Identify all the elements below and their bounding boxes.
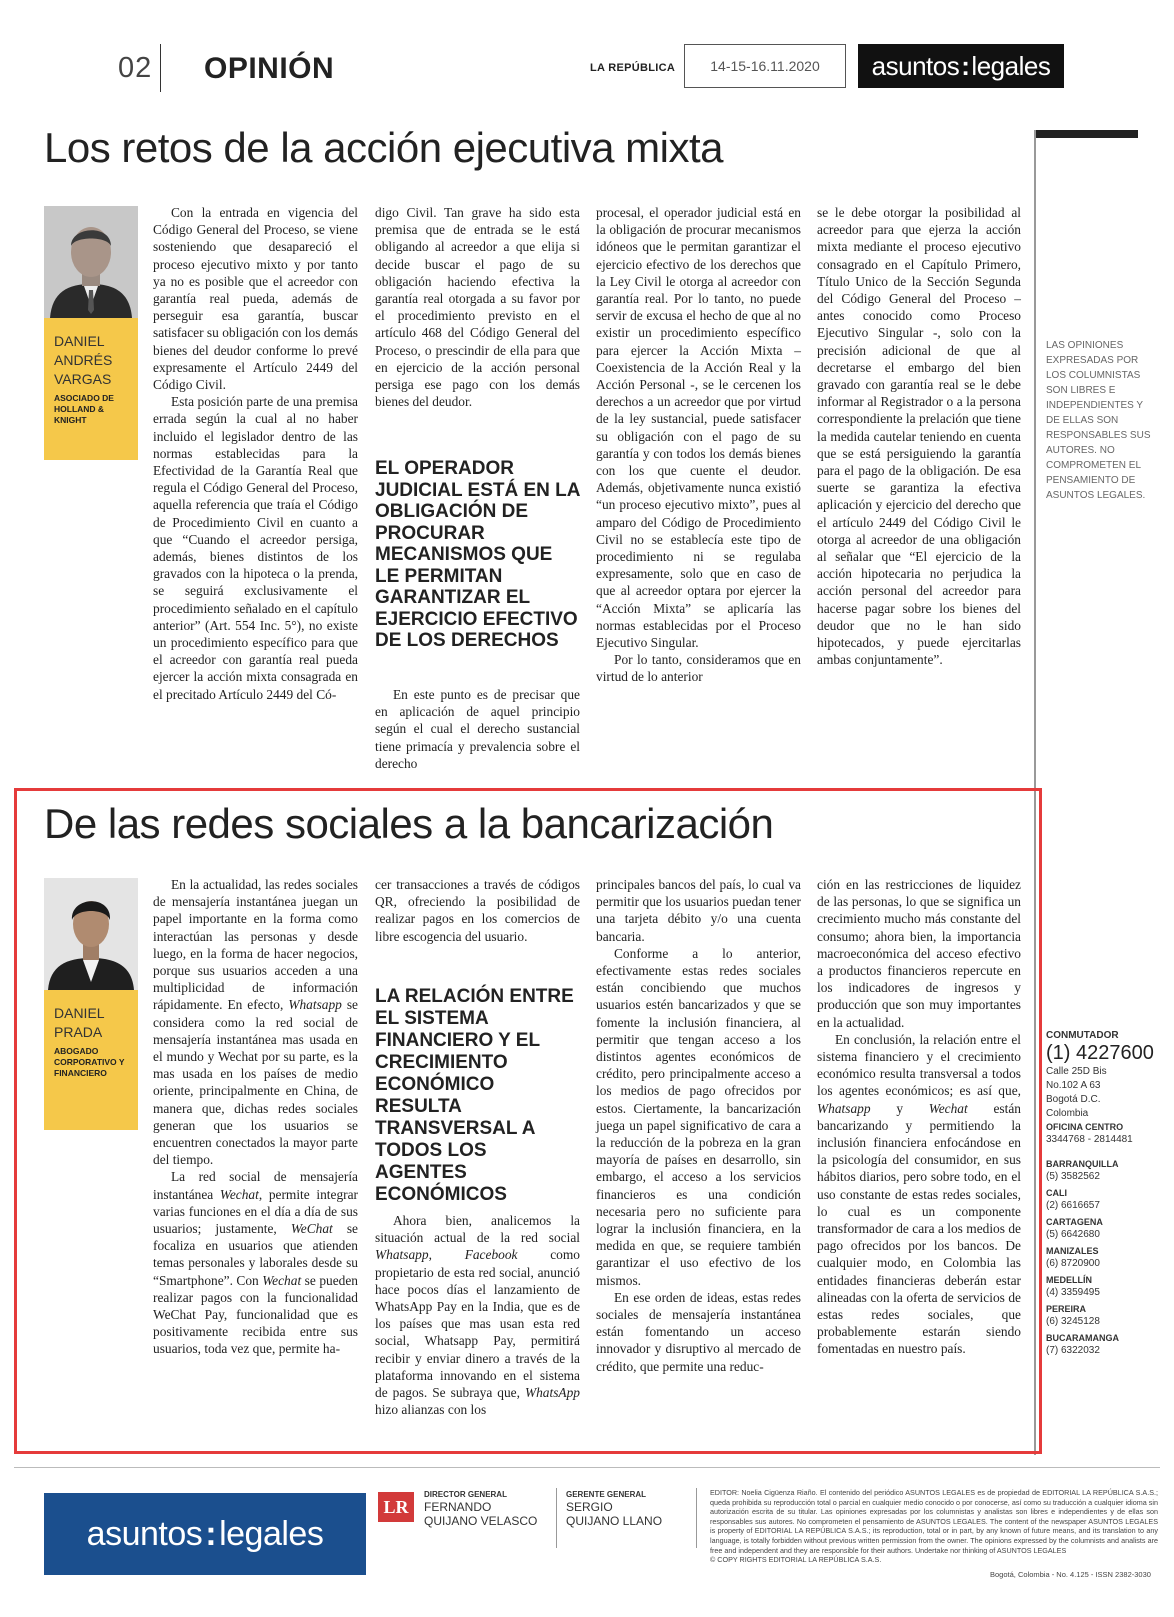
switchboard-label: CONMUTADOR (1046, 1030, 1119, 1041)
brand-word-left: asuntos (86, 1514, 203, 1553)
article2-paragraph: principales bancos del país, lo cual va permitir que los usuarios puedan tener una tarjeta débito y/o una cuenta bancaria. (596, 877, 801, 944)
author1-bio-card (44, 318, 138, 460)
text-run-italic: WhatsApp (524, 1385, 580, 1401)
article2-paragraph (153, 876, 358, 1168)
article2-column-2-bottom (375, 1212, 580, 1418)
article1-paragraph: Por lo tanto, consideramos que en virtud de lo anterior (596, 652, 801, 685)
article1-column-3 (596, 204, 801, 686)
text-run-italic: Wechat (928, 1100, 968, 1116)
director-credit (424, 1490, 564, 1528)
article1-column-1 (153, 204, 358, 703)
article2-paragraph: cer transacciones a través de códigos QR, ofreciendo la posibilidad de realizar pagos en los comercios de libre escogencia del usuario. (375, 877, 580, 944)
text-run: En conclusión, la relación entre el sistema financiero y el crecimiento económico resulta transversal a todos los agentes económicos; es así que, (817, 1031, 1021, 1099)
text-run: están bancarizando y permitiendo la inclusión financiera enfocándose en la psicología del consumidor, en sus hábitos diarios, pero sobre todo, en el uso constante de estas redes sociales, lo cual es un componente transformador de cara a los medios de pago ofrecidos por los bancos. De cualquier modo, en Colombia las entidades financieras deberán estar alineadas con la oferta de servicios de estas redes sociales, que probablemente estarán siendo fomentadas en nuestro país. (817, 1100, 1021, 1357)
text-run-italic: Whatsapp (288, 997, 342, 1013)
article2-pull-quote: LA RELACIÓN ENTRE EL SISTEMA FINANCIERO Y EL CRECIMIENTO ECONÓMICO RESULTA TRANSVERSAL A TODOS LOS AGENTES ECONÓMICOS (375, 986, 574, 1205)
lr-logo: LR (378, 1492, 414, 1522)
article2-headline: De las redes sociales a la bancarización (44, 800, 774, 847)
article2-paragraph: Conforme a lo anterior, efectivamente estas redes sociales están concibiendo que muchos usuarios estén bancarizados y que se fomente la inclusión financiera, al permitir que tengan acceso a los distintos agentes económicos de crédito, pero principalmente acceso a los medios de pago ofrecidos por estos. Ciertamente, la bancarización juega un papel significativo de cara a la reducción de la pobreza en la gran mayoría de países en desarrollo, sin embargo, el acceso a los servicios financieros es una condición necesaria pero no suficiente para lograr la inclusión financiera, en la medida en que, se requiere también garantizar el uso efectivo de los mismos. (596, 945, 801, 1288)
brand-word-left: asuntos (871, 50, 960, 81)
branch-phone: (2) 6616657 (1046, 1200, 1100, 1211)
address-country: Colombia (1046, 1108, 1089, 1119)
author1-photo (44, 206, 138, 318)
article1-column-2 (375, 204, 580, 410)
text-run: y (870, 1100, 929, 1116)
author2-role: ABOGADO CORPORATIVO Y FINANCIERO (54, 1046, 125, 1078)
contact-block (1046, 1030, 1171, 1358)
header-brand-logo (858, 44, 1064, 88)
article2-column-3 (596, 876, 801, 1375)
text-run-italic: Wechat (262, 1272, 302, 1288)
brand-word-right: legales (971, 50, 1051, 81)
article2-paragraph (153, 1168, 358, 1357)
brand-separator: : (961, 50, 970, 81)
branch-phone: (5) 3582562 (1046, 1171, 1100, 1182)
text-run: , (428, 1247, 465, 1263)
text-run: se pueden realizar pagos con la funcionalidad WeChat Pay, funcionalidad que es positivamente recibida entre sus usuarios, toda vez que, permite ha- (153, 1272, 358, 1357)
branch-phone: (5) 6642680 (1046, 1229, 1100, 1240)
branch-phone: (6) 3245128 (1046, 1316, 1100, 1327)
article2-column-2 (375, 876, 580, 945)
text-run-italic: Whatsapp (375, 1247, 429, 1263)
sidebar-top-rule (1034, 130, 1138, 138)
publisher-name: LA REPÚBLICA (590, 62, 676, 74)
brand-separator: : (205, 1514, 217, 1553)
article1-headline: Los retos de la acción ejecutiva mixta (44, 124, 724, 171)
author2-bio-card (44, 990, 138, 1130)
address-line: Calle 25D Bis (1046, 1066, 1107, 1077)
article2-column-1 (153, 876, 358, 1358)
branch-city: BUCARAMANGA (1046, 1333, 1119, 1343)
article1-paragraph: Esta posición parte de una premisa errada según la cual al no haber incluido el legislador dentro de las normas establecidas para la Efectividad de la Garantía Real que regula el Código General del Proceso, aquella referencia que traía el Código de Procedimiento Civil en cuanto a que “Cuando el acreedor persiga, además, bienes distintos de los gravados con la hipoteca o la prenda, se seguirá exclusivamente el procedimiento señalado en el capítulo anterior” (Art. 554 Inc. 5°), no existe un procedimiento específico para que el acreedor con garantía real pueda ejercer la acción mixta consagrada en el precitado Artículo 2449 del Có- (153, 394, 358, 702)
text-run: La red social de mensajería instantánea (153, 1169, 358, 1202)
text-run: hizo alianzas con los (375, 1402, 487, 1418)
text-run-italic: Wechat (219, 1186, 259, 1202)
branch-city: MANIZALES (1046, 1246, 1099, 1256)
article2-paragraph (375, 1212, 580, 1418)
office-phones: 3344768 - 2814481 (1046, 1134, 1133, 1145)
director-title: DIRECTOR GENERAL (424, 1490, 507, 1499)
director-name: FERNANDO (424, 1500, 492, 1514)
article1-paragraph: procesal, el operador judicial está en la obligación de procurar mecanismos idóneos que le permitan garantizar el ejercicio efectivo de los derechos que la Ley Civil le otorga al acreedor con garantía real. Por lo tanto, no puede servir de excusa el hecho de que al no existir un procedimiento específico para ejercer la Acción Mixta – Coexistencia de la Acción Real y la Acción Personal -, se le cercenen los derechos a un acreedor que por virtud de la ley sustancial, puede satisfacer su obligación con el pago de su garantía y con todos los demás bienes con los que cuente el deudor. Además, objetivamente nunca existió “un proceso ejecutivo mixto”, pues al amparo del Código de Procedimiento Civil no se establecía este tipo de procedimiento ni se regulaba expresamente, solo que en caso de que al acreedor optara por ejercer la “Acción Mixta” se aplicaría las normas establecidas por el Proceso Ejecutivo Singular. (596, 205, 801, 651)
text-run-italic: Whatsapp (817, 1100, 871, 1116)
copyright-text: © COPY RIGHTS EDITORIAL LA REPÚBLICA S.A.S. (710, 1555, 882, 1565)
author1-name: DANIEL ANDRÉS VARGAS (54, 333, 113, 387)
address-line: No.102 A 63 (1046, 1080, 1101, 1091)
branch-phone: (6) 8720900 (1046, 1258, 1100, 1269)
branch-city: BARRANQUILLA (1046, 1159, 1119, 1169)
text-run: se considera como la red social de mensajería instantánea mas usada en el mundo y Wechat por su parte, es la mas usada en los países de medio oriente, principalmente en China, de manera que, dichas redes sociales generan que los usuarios se encuentren conectados la mayor parte del tiempo. (153, 997, 358, 1168)
article1-column-4 (817, 204, 1021, 668)
section-title: OPINIÓN (204, 52, 335, 85)
text-run: se focaliza en usuarios que atienden temas personales y laborales desde su “Smartphone”. Con (153, 1221, 358, 1288)
footer-divider (696, 1488, 697, 1548)
issue-date: 14-15-16.11.2020 (684, 44, 846, 88)
text-run: como propietario de esta red social, anunció hace pocos días el lanzamiento de WhatsApp Pay en la India, que es de los países que mas usan esta red social, Whatsapp Pay, permitirá recibir y enviar dinero a través de la plataforma innovando en el sistema de pagos. Se subraya que, (375, 1247, 580, 1401)
opinion-disclaimer: LAS OPINIONES EXPRESADAS POR LOS COLUMNISTAS SON LIBRES E INDEPENDIENTES Y DE ELLAS SON RESPONSABLES SUS AUTORES. NO COMPROMETEN EL PENSAMIENTO DE ASUNTOS LEGALES. (1046, 340, 1151, 501)
article1-paragraph: Con la entrada en vigencia del Código General del Proceso, se viene sosteniendo que desapareció el proceso ejecutivo mixto y por tanto ya no es posible que el acreedor con garantía real pueda, además de perseguir esa garantía, buscar satisfacer su obligación con los demás bienes del deudor conforme lo prevé expresamente el Artículo 2449 del Código Civil. (153, 205, 358, 393)
footer-divider (556, 1488, 557, 1548)
text-run: En la actualidad, las redes sociales de mensajería instantánea juegan un papel importante en la forma como interactúan las personas y desde luego, en la forma de hacer negocios, porque sus usuarios acceden a una multiplicidad de información rápidamente. En efecto, (153, 877, 358, 1013)
header-divider (160, 44, 161, 92)
text-run: Ahora bien, analicemos la situación actual de la red social (375, 1213, 580, 1246)
author1-role: ASOCIADO DE HOLLAND & KNIGHT (54, 393, 114, 425)
article2-paragraph: En ese orden de ideas, estas redes sociales de mensajería instantánea están fomentando un acceso innovador y disruptivo al mercado de crédito, que permite una reduc- (596, 1289, 801, 1374)
switchboard-phone: (1) 4227600 (1046, 1042, 1154, 1064)
text-run-italic: Facebook (464, 1247, 518, 1263)
manager-name: SERGIO (566, 1500, 613, 1514)
imprint-line: Bogotá, Colombia - No. 4.125 - ISSN 2382-3030 (990, 1570, 1151, 1579)
branch-city: CALI (1046, 1188, 1067, 1198)
director-name: QUIJANO VELASCO (424, 1514, 538, 1528)
office-label: OFICINA CENTRO (1046, 1122, 1124, 1132)
article1-paragraph: se le debe otorgar la posibilidad al acreedor para que ejerza la acción mixta mediante el proceso ejecutivo consagrado en el Capítulo Primero, Título Unico de la Sección Segunda del Código General del Proceso – antes conocido como Proceso Ejecutivo Singular -, solo con la precisión adicional de que al decretarse el embargo del bien gravado con garantía real se le debe informar al Registrador o a la persona correspondiente la prelación que tiene la medida cautelar teniendo en cuenta que se está persiguiendo la garantía para el pago de la obligación. De esa suerte se garantiza la efectiva aplicación y ejercicio del derecho que el artículo 2449 del Código Civil le otorga al acreedor de una obligación al señalar que “El ejercicio de la acción hipotecaria no perjudica la acción personal del acreedor para hacerse pagar sobre los bienes del deudor que no le han sido hipotecados, y puede ejercitarlas ambas conjuntamente”. (817, 205, 1021, 668)
brand-word-right: legales (219, 1514, 324, 1553)
footer-divider (14, 1467, 1160, 1468)
legal-notice (710, 1488, 1158, 1565)
article2-paragraph (817, 1031, 1021, 1358)
page-number: 02 (118, 52, 153, 84)
branch-phone: (4) 3359495 (1046, 1287, 1100, 1298)
branch-city: MEDELLÍN (1046, 1275, 1092, 1285)
address-city: Bogotá D.C. (1046, 1094, 1101, 1105)
branch-phone: (7) 6322032 (1046, 1345, 1100, 1356)
text-run: , permite integrar varias funciones en el día a día de sus usuarios; justamente, (153, 1186, 358, 1237)
article1-paragraph: En este punto es de precisar que en aplicación de aquel principio según el cual el derecho sustancial tiene primacía y prevalencia sobre el derecho (375, 687, 580, 771)
article1-paragraph: digo Civil. Tan grave ha sido esta premisa que de entrada se le está obligando al acreedor a que elija si decide buscar el pago de su obligación haciendo efectiva la garantía real otorgada a su favor por el procedimiento previsto en el artículo 468 del Código General del Proceso, o prescindir de ella para que en ejercicio de la acción personal persiga ese pago con los demás bienes del deudor. (375, 205, 580, 410)
manager-title: GERENTE GENERAL (566, 1490, 647, 1499)
author2-photo (44, 878, 138, 990)
article1-pull-quote: EL OPERADOR JUDICIAL ESTÁ EN LA OBLIGACIÓN DE PROCURAR MECANISMOS QUE LE PERMITAN GARANTIZAR EL EJERCICIO EFECTIVO DE LOS DERECHOS (375, 458, 580, 651)
article2-column-4 (817, 876, 1021, 1358)
branch-city: PEREIRA (1046, 1304, 1087, 1314)
footer-brand-logo (44, 1493, 366, 1575)
author2-name: DANIEL PRADA (54, 1005, 105, 1040)
text-run-italic: WeChat (290, 1221, 333, 1237)
manager-credit (566, 1490, 696, 1528)
manager-name: QUIJANO LLANO (566, 1514, 663, 1528)
branch-city: CARTAGENA (1046, 1217, 1103, 1227)
article1-column-2-bottom (375, 686, 580, 772)
article2-paragraph: ción en las restricciones de liquidez de las personas, lo que se significa un crecimiento mucho más constante del consumo; ahora bien, la importancia macroeconómica del acceso efectivo a productos financieros repercute en los indicadores de ingresos y producción que son muy importantes en la actualidad. (817, 877, 1021, 1030)
legal-text: EDITOR: Noelia Cigüenza Riaño. El contenido del periódico ASUNTOS LEGALES es de propiedad de EDITORIAL LA REPÚBLICA S.A.S.; queda prohibida su reproducción total o parcial en cualquier medio conocido o por conocerse, así como su traducción a cualquier idioma sin autorización escrita de su titular. Las opiniones expresadas por los columnistas y analistas son libres e independientes y de ellas son responsables sus autores. No comprometen el pensamiento de ASUNTOS LEGALES. The content of the newspaper ASUNTOS LEGALES is property of EDITORIAL LA REPÚBLICA S.A.S.; its reproduction, total or in part, by any known of future means, and its translation to any language, is totally forbidden without previous written permission from the owner. The opinions expressed by the columnists and analists are free and independent and they are responsible for their authors. Undertake nor thinking of ASUNTOS LEGALES (710, 1488, 1158, 1555)
